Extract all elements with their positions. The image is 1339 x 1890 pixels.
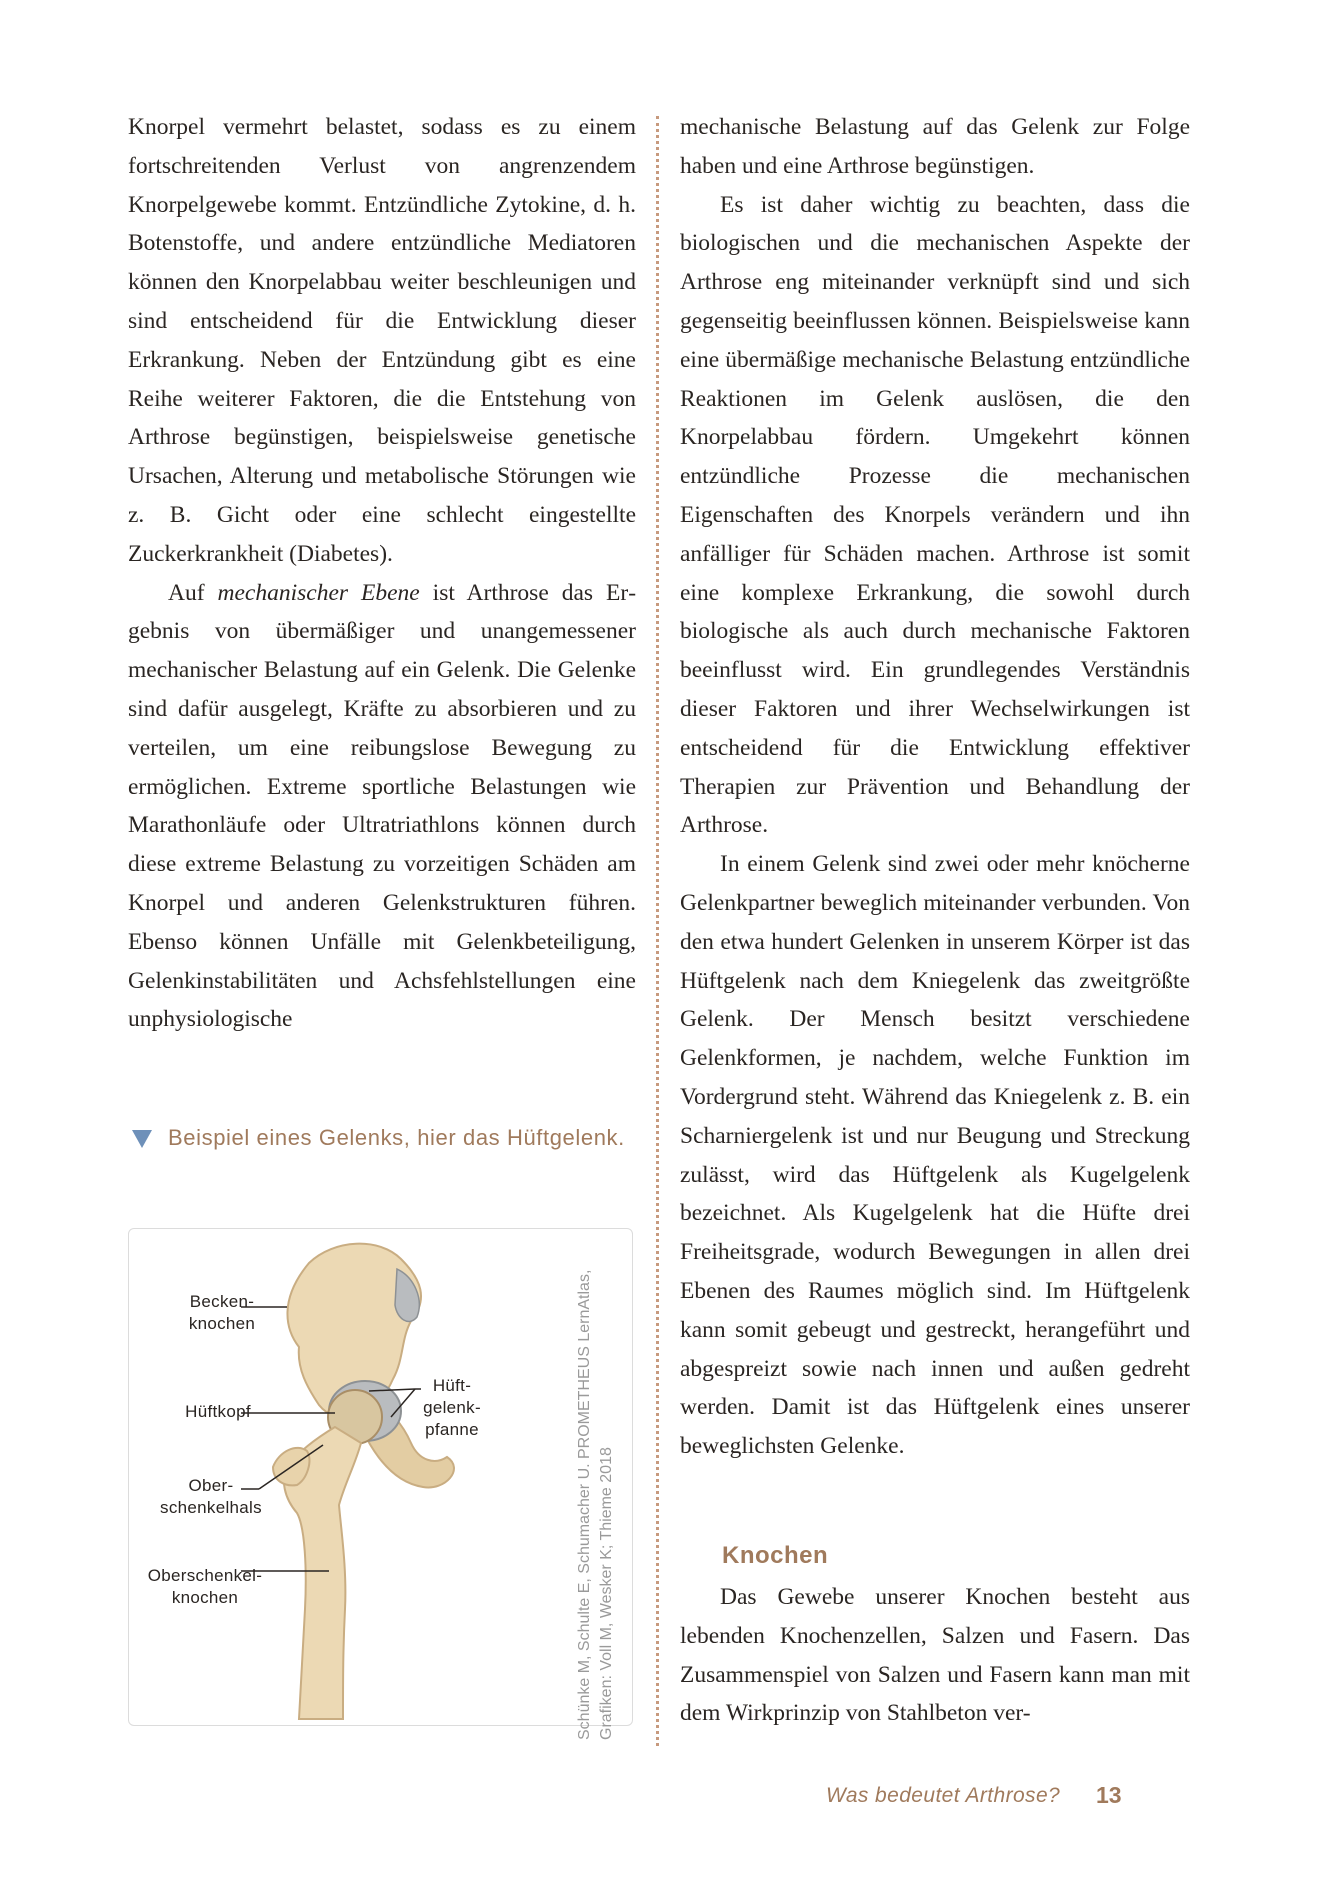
image-credit: Schünke M, Schulte E, Schumacher U. PROMETHEUS LernAtlas, Grafiken: Voll M, Wesker K; Thieme 2018 xyxy=(576,1269,615,1740)
label-hueftkopf: Hüftkopf xyxy=(185,1402,251,1421)
paragraph: Das Gewebe unserer Knochen besteht aus lebenden Knochenzellen, Salzen und Fasern. Das Zusammenspiel von Salzen und Fasern kann man mit dem Wirkprinzip von Stahlbeton ver- xyxy=(680,1584,1190,1727)
caption-text: Beispiel eines Gelenks, hier das Hüftgelenk. xyxy=(168,1125,625,1150)
emphasis: mechanischer Ebene xyxy=(217,579,420,606)
right-column xyxy=(680,108,1190,1466)
paragraph-rest: ist Arthrose das Ergebnis von übermäßiger und unangemessener mechanischer Belastung auf ein Gelenk. Die Gelenke sind dafür ausgelegt, Kräfte zu absorbieren und zu verteilen, um eine reibungslose Bewegung zu ermöglichen. Extreme sportliche Belastungen wie Marathonläufe oder Ultratriathlons können durch diese extreme Belastung zu vorzeitigen Schäden am Knorpel und anderen Gelenkstrukturen führen. Ebenso können Unfälle mit Gelenkbeteiligung, Gelenkinstabilitäten und Achsfehlstellungen eine unphysiologische xyxy=(128,579,637,1033)
hip-joint-figure xyxy=(128,1228,633,1726)
section-body xyxy=(680,1578,1190,1733)
paragraph: Knorpel vermehrt belastet, sodass es zu einem fortschreitenden Verlust von angrenzendem Knorpelgewebe kommt. Entzündliche Zytokine, d. h. Botenstoffe, und andere entzündliche Mediatoren können den Knorpelabbau weiter beschleunigen und sind entscheidend für die Entwicklung dieser Erkrankung. Neben der Entzündung gibt es eine Reihe weiterer Faktoren, die die Entstehung von Arthrose begünstigen, beispielsweise genetische Ursachen, Alterung und metabolische Störungen wie z. B. Gicht oder eine schlecht eingestellte Zuckerkrankheit (Diabetes). xyxy=(128,114,636,567)
label-becken: Becken- knochen xyxy=(188,1292,256,1333)
paragraph-lead: Auf xyxy=(168,579,218,606)
label-hals: Ober- schenkelhals xyxy=(160,1476,262,1517)
page-number: 13 xyxy=(1096,1782,1122,1808)
column-divider xyxy=(656,116,659,1746)
caption-marker-icon xyxy=(132,1130,152,1148)
label-knochen: Oberschenkel- knochen xyxy=(147,1566,263,1607)
label-pfanne: Hüft- gelenk- pfanne xyxy=(423,1376,481,1439)
left-column xyxy=(128,108,636,1039)
running-footer-title: Was bedeutet Arthrose? xyxy=(826,1784,1061,1807)
section-heading: Knochen xyxy=(722,1542,829,1569)
paragraph: In einem Gelenk sind zwei oder mehr knöcherne Gelenkpartner beweglich miteinander verbunden. Von den etwa hundert Gelenken in unserem Körper ist das Hüftgelenk nach dem Kniegelenk das zweitgrößte Gelenk. Der Mensch besitzt verschiedene Gelenkformen, je nachdem, welche Funktion im Vordergrund steht. Während das Kniegelenk z. B. ein Scharniergelenk ist und nur Beugung und Streckung zulässt, wird das Hüftgelenk als Kugelgelenk bezeichnet. Als Kugelgelenk hat die Hüfte drei Freiheitsgrade, wodurch Bewegungen in allen drei Ebenen des Raumes möglich sind. Im Hüftgelenk kann somit gebeugt und gestreckt, herangeführt und abgespreizt sowie nach innen und außen gedreht werden. Damit ist das Hüftgelenk eines unserer beweglichsten Gelenke. xyxy=(680,851,1190,1460)
paragraph: Es ist daher wichtig zu beachten, dass die biologischen und die mechanischen Aspekte der Arthrose eng miteinander verknüpft sind und sich gegenseitig beeinflussen können. Beispielsweise kann eine übermäßige mechanische Belastung entzündliche Reaktionen im Gelenk auslösen, die den Knorpelabbau fördern. Umgekehrt können entzündliche Prozesse die mechanischen Eigenschaften des Knorpels verändern und ihn anfälliger für Schäden machen. Arthrose ist somit eine komplexe Erkrankung, die sowohl durch biologische als auch durch mechanische Faktoren beeinflusst wird. Ein grundlegendes Verständnis dieser Faktoren und ihrer Wechselwirkungen ist entscheidend für die Entwicklung effektiver Therapien zur Prävention und Behandlung der Arthrose. xyxy=(680,191,1190,839)
paragraph: mechanische Belastung auf das Gelenk zur Folge haben und eine Arthrose begünstigen. xyxy=(680,114,1190,179)
paragraph xyxy=(128,574,636,1040)
figure-caption xyxy=(132,1118,632,1158)
